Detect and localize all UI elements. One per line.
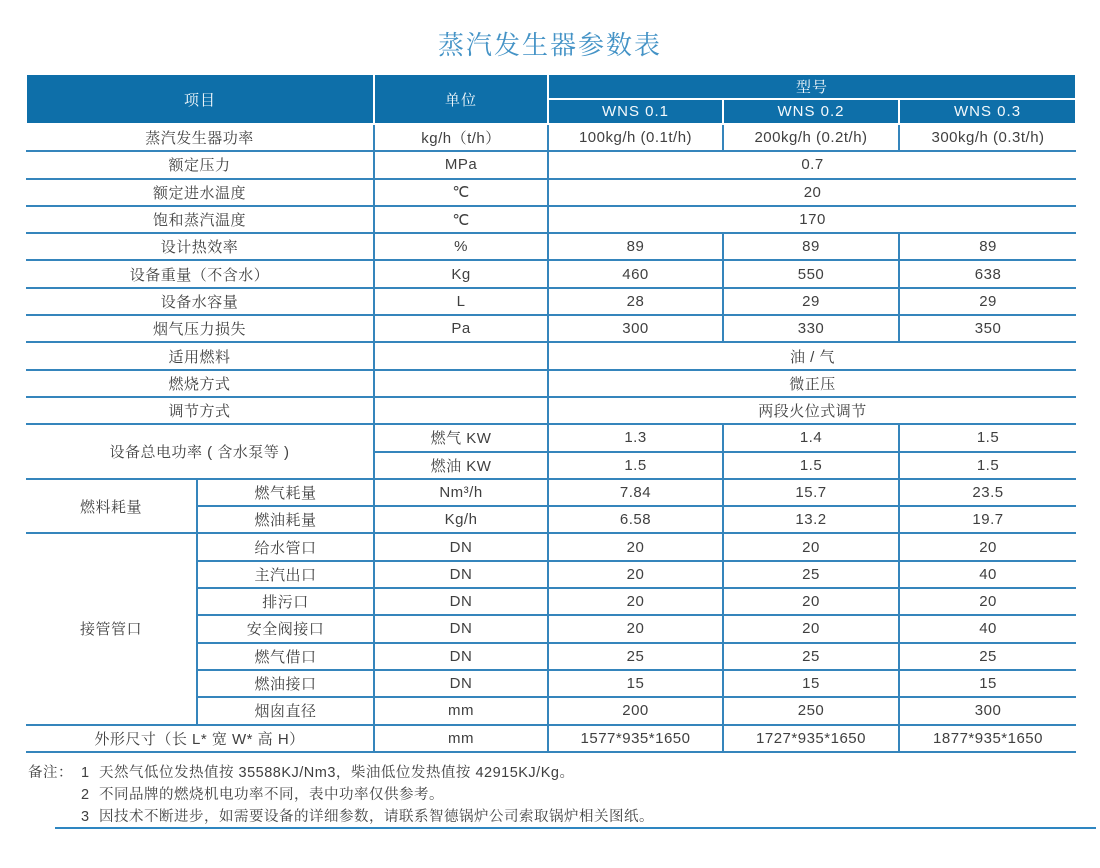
note-item bbox=[81, 784, 654, 806]
note-number: 2 bbox=[81, 787, 90, 803]
unit-cell: MPa bbox=[374, 151, 548, 178]
header-item-cell: 项目 bbox=[26, 74, 374, 124]
value-cell: 25 bbox=[723, 561, 899, 588]
header-row-top bbox=[26, 74, 1076, 99]
value-cell: 6.58 bbox=[548, 506, 723, 533]
value-cell: 300 bbox=[899, 697, 1076, 724]
value-cell: 20 bbox=[723, 615, 899, 642]
label-cell: 设备水容量 bbox=[26, 288, 374, 315]
unit-cell: mm bbox=[374, 697, 548, 724]
sub-label-cell: 排污口 bbox=[197, 588, 374, 615]
value-cell: 20 bbox=[548, 615, 723, 642]
label-cell: 外形尺寸（长 L* 宽 W* 高 H） bbox=[26, 725, 374, 752]
label-cell: 额定压力 bbox=[26, 151, 374, 178]
value-cell: 1.5 bbox=[723, 452, 899, 479]
note-text: 天然气低位发热值按 35588KJ/Nm3，柴油低位发热值按 42915KJ/Kg。 bbox=[99, 765, 575, 781]
value-cell: 1577*935*1650 bbox=[548, 725, 723, 752]
table-row bbox=[26, 151, 1076, 178]
value-cell: 1727*935*1650 bbox=[723, 725, 899, 752]
sub-label-cell: 安全阀接口 bbox=[197, 615, 374, 642]
label-cell: 设计热效率 bbox=[26, 233, 374, 260]
value-cell: 25 bbox=[723, 643, 899, 670]
value-cell: 25 bbox=[548, 643, 723, 670]
value-cell: 300 bbox=[548, 315, 723, 342]
value-cell: 1.4 bbox=[723, 424, 899, 451]
unit-cell bbox=[374, 370, 548, 397]
value-cell: 20 bbox=[899, 588, 1076, 615]
label-cell: 调节方式 bbox=[26, 397, 374, 424]
table-row bbox=[26, 370, 1076, 397]
note-number: 1 bbox=[81, 765, 90, 781]
table-row bbox=[26, 206, 1076, 233]
value-cell: 1.5 bbox=[899, 452, 1076, 479]
note-text: 因技术不断进步，如需要设备的详细参数，请联系智德锅炉公司索取锅炉相关图纸。 bbox=[99, 809, 654, 825]
value-cell: 7.84 bbox=[548, 479, 723, 506]
unit-cell: DN bbox=[374, 588, 548, 615]
value-cell: 23.5 bbox=[899, 479, 1076, 506]
value-cell: 250 bbox=[723, 697, 899, 724]
unit-cell: 燃油 KW bbox=[374, 452, 548, 479]
value-cell: 100kg/h (0.1t/h) bbox=[548, 124, 723, 151]
sub-label-cell: 燃油接口 bbox=[197, 670, 374, 697]
header-model-wns02-cell: WNS 0.2 bbox=[723, 99, 899, 124]
table-row bbox=[26, 342, 1076, 369]
table-row bbox=[26, 725, 1076, 752]
value-cell: 40 bbox=[899, 561, 1076, 588]
note-item bbox=[81, 762, 654, 784]
table-row bbox=[26, 533, 1076, 560]
page-title: 蒸汽发生器参数表 bbox=[437, 30, 662, 60]
unit-cell: L bbox=[374, 288, 548, 315]
value-cell: 19.7 bbox=[899, 506, 1076, 533]
value-cell: 1877*935*1650 bbox=[899, 725, 1076, 752]
value-cell: 170 bbox=[548, 206, 1076, 233]
unit-cell: 燃气 KW bbox=[374, 424, 548, 451]
sub-label-cell: 主汽出口 bbox=[197, 561, 374, 588]
unit-cell: Pa bbox=[374, 315, 548, 342]
table-row bbox=[26, 260, 1076, 287]
table-row bbox=[26, 424, 1076, 451]
sub-label-cell: 给水管口 bbox=[197, 533, 374, 560]
unit-cell: ℃ bbox=[374, 206, 548, 233]
value-cell: 两段火位式调节 bbox=[548, 397, 1076, 424]
value-cell: 20 bbox=[548, 179, 1076, 206]
label-cell: 饱和蒸汽温度 bbox=[26, 206, 374, 233]
value-cell: 89 bbox=[548, 233, 723, 260]
value-cell: 20 bbox=[548, 561, 723, 588]
sub-label-cell: 燃气耗量 bbox=[197, 479, 374, 506]
value-cell: 13.2 bbox=[723, 506, 899, 533]
label-cell: 接管管口 bbox=[26, 533, 197, 724]
value-cell: 0.7 bbox=[548, 151, 1076, 178]
value-cell: 微正压 bbox=[548, 370, 1076, 397]
label-cell: 额定进水温度 bbox=[26, 179, 374, 206]
table-body bbox=[26, 124, 1076, 752]
notes-block bbox=[28, 762, 654, 828]
bottom-divider bbox=[55, 827, 1096, 829]
unit-cell: DN bbox=[374, 533, 548, 560]
header-unit-cell: 单位 bbox=[374, 74, 548, 124]
header-model-cell: 型号 bbox=[548, 74, 1076, 99]
unit-cell: mm bbox=[374, 725, 548, 752]
unit-cell: % bbox=[374, 233, 548, 260]
unit-cell: Kg bbox=[374, 260, 548, 287]
unit-cell: Nm³/h bbox=[374, 479, 548, 506]
unit-cell: Kg/h bbox=[374, 506, 548, 533]
value-cell: 89 bbox=[723, 233, 899, 260]
unit-cell: DN bbox=[374, 561, 548, 588]
value-cell: 29 bbox=[723, 288, 899, 315]
value-cell: 460 bbox=[548, 260, 723, 287]
value-cell: 200 bbox=[548, 697, 723, 724]
value-cell: 550 bbox=[723, 260, 899, 287]
value-cell: 1.3 bbox=[548, 424, 723, 451]
value-cell: 20 bbox=[548, 533, 723, 560]
notes-list bbox=[81, 762, 654, 828]
table-row bbox=[26, 233, 1076, 260]
label-cell: 适用燃料 bbox=[26, 342, 374, 369]
table-row bbox=[26, 124, 1076, 151]
parameters-table bbox=[25, 73, 1077, 753]
label-cell: 蒸汽发生器功率 bbox=[26, 124, 374, 151]
table-row bbox=[26, 288, 1076, 315]
table-row bbox=[26, 315, 1076, 342]
value-cell: 638 bbox=[899, 260, 1076, 287]
label-cell: 燃料耗量 bbox=[26, 479, 197, 534]
value-cell: 20 bbox=[548, 588, 723, 615]
label-cell: 燃烧方式 bbox=[26, 370, 374, 397]
table-row bbox=[26, 479, 1076, 506]
value-cell: 15 bbox=[899, 670, 1076, 697]
value-cell: 20 bbox=[899, 533, 1076, 560]
value-cell: 20 bbox=[723, 533, 899, 560]
note-number: 3 bbox=[81, 809, 90, 825]
value-cell: 25 bbox=[899, 643, 1076, 670]
value-cell: 350 bbox=[899, 315, 1076, 342]
sub-label-cell: 烟囱直径 bbox=[197, 697, 374, 724]
value-cell: 1.5 bbox=[548, 452, 723, 479]
value-cell: 200kg/h (0.2t/h) bbox=[723, 124, 899, 151]
unit-cell: ℃ bbox=[374, 179, 548, 206]
value-cell: 1.5 bbox=[899, 424, 1076, 451]
notes-label: 备注： bbox=[28, 765, 73, 781]
header-model-wns03-cell: WNS 0.3 bbox=[899, 99, 1076, 124]
value-cell: 330 bbox=[723, 315, 899, 342]
value-cell: 20 bbox=[723, 588, 899, 615]
label-cell: 设备总电功率 ( 含水泵等 ) bbox=[26, 424, 374, 479]
label-cell: 烟气压力损失 bbox=[26, 315, 374, 342]
value-cell: 300kg/h (0.3t/h) bbox=[899, 124, 1076, 151]
note-item bbox=[81, 806, 654, 828]
unit-cell bbox=[374, 342, 548, 369]
value-cell: 15.7 bbox=[723, 479, 899, 506]
table-header bbox=[26, 74, 1076, 124]
unit-cell: DN bbox=[374, 643, 548, 670]
unit-cell: DN bbox=[374, 670, 548, 697]
table-row bbox=[26, 179, 1076, 206]
note-text: 不同品牌的燃烧机电功率不同，表中功率仅供参考。 bbox=[99, 787, 444, 803]
unit-cell: kg/h（t/h） bbox=[374, 124, 548, 151]
value-cell: 29 bbox=[899, 288, 1076, 315]
unit-cell bbox=[374, 397, 548, 424]
sub-label-cell: 燃油耗量 bbox=[197, 506, 374, 533]
value-cell: 15 bbox=[548, 670, 723, 697]
header-model-wns01-cell: WNS 0.1 bbox=[548, 99, 723, 124]
table-row bbox=[26, 397, 1076, 424]
value-cell: 89 bbox=[899, 233, 1076, 260]
value-cell: 28 bbox=[548, 288, 723, 315]
value-cell: 15 bbox=[723, 670, 899, 697]
unit-cell: DN bbox=[374, 615, 548, 642]
value-cell: 40 bbox=[899, 615, 1076, 642]
value-cell: 油 / 气 bbox=[548, 342, 1076, 369]
sub-label-cell: 燃气借口 bbox=[197, 643, 374, 670]
label-cell: 设备重量（不含水） bbox=[26, 260, 374, 287]
